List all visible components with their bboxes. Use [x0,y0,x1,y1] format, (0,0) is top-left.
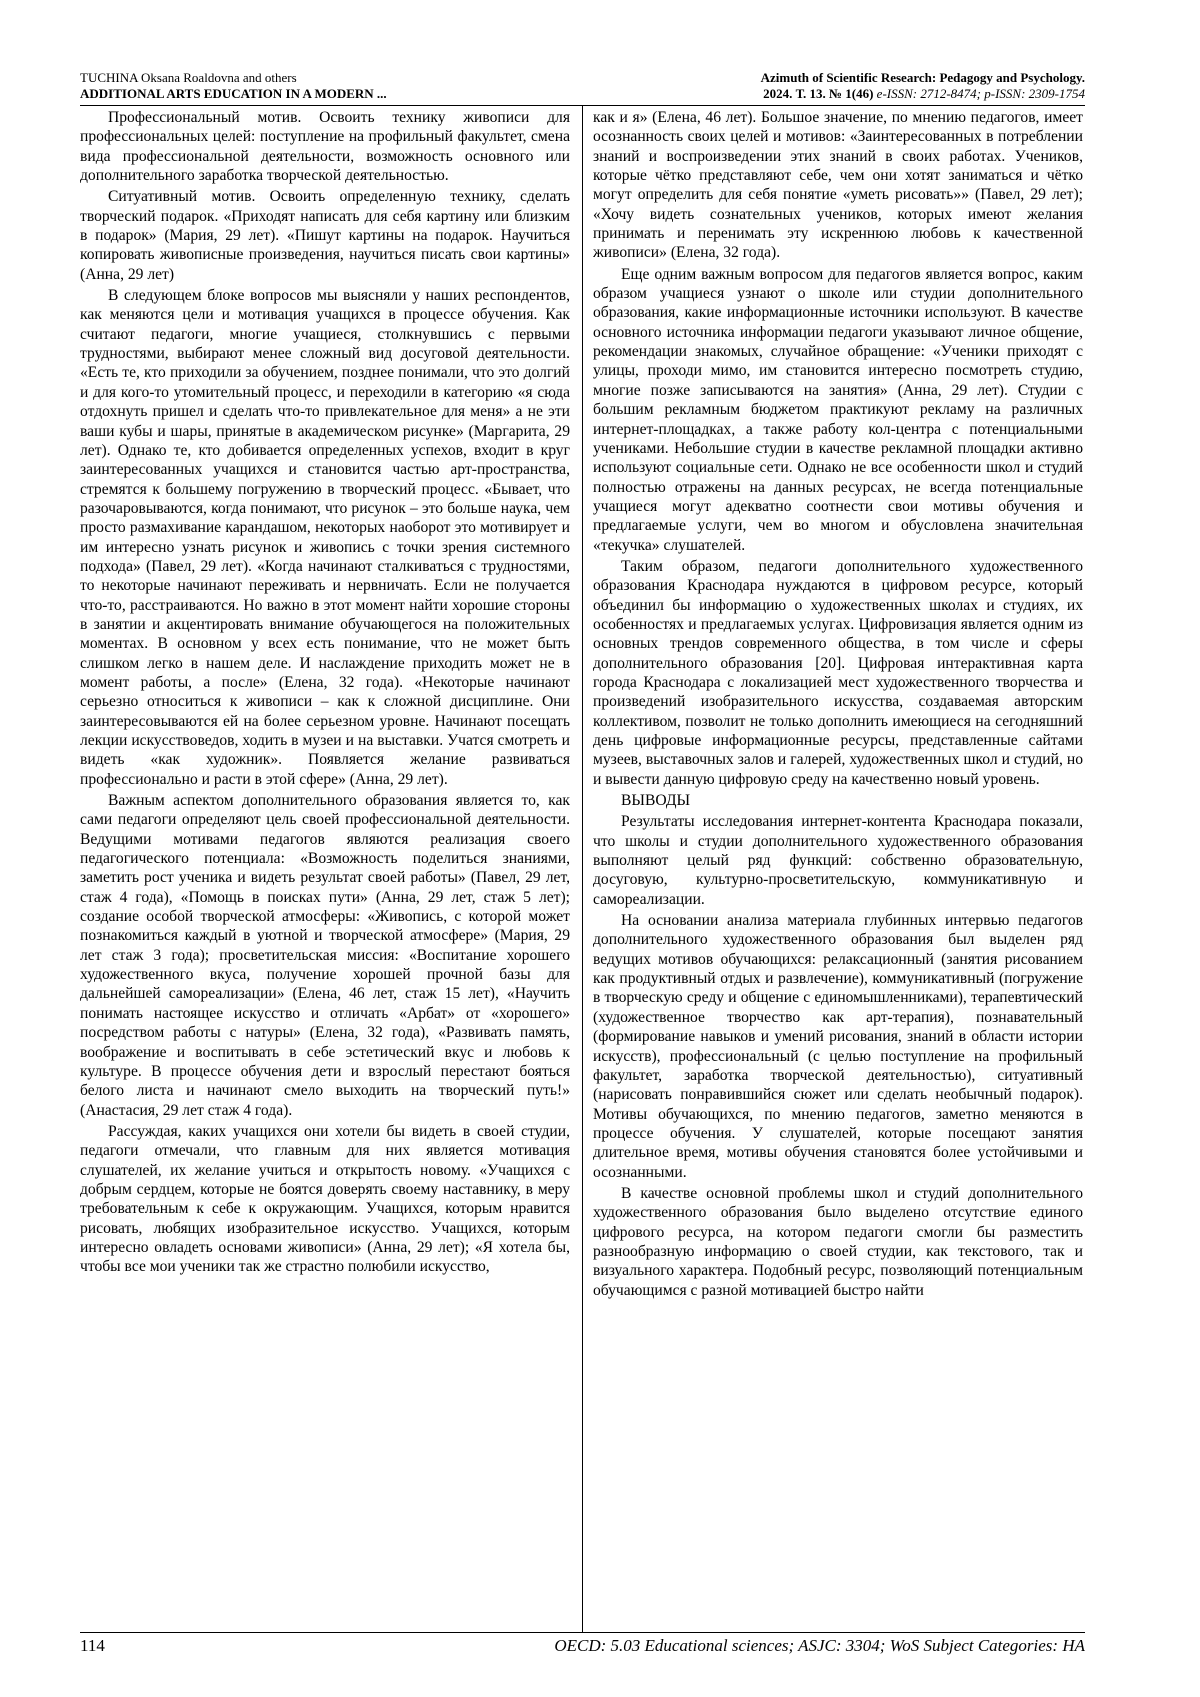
journal-name: Azimuth of Scientific Research: Pedagogy and Psychology. [760,70,1085,85]
paragraph: Профессиональный мотив. Освоить технику живописи для профессиональных целей: поступление на профильный факультет, смена вида профессиональной деятельности, возможность основного или дополнительного заработка творческой деятельностью. [80,109,570,185]
running-head-left [80,70,387,102]
right-column [593,108,1083,1630]
paragraph: Рассуждая, каких учащихся они хотели бы видеть в своей студии, педагоги отмечали, что главным для них является мотивация слушателей, их желание учиться и открытость новому. «Учащихся с добрым сердцем, которые не боятся доверять своему наставнику, в меру требовательным к себе к окружающим. Учащихся, которым нравится рисовать, любящих изобразительное искусство. Учащихся, которым интересно овладеть основами живописи» (Анна, 29 лет); «Я хотела бы, чтобы все мои ученики так же страстно полюбили искусство, [80,1122,570,1276]
paragraph: Важным аспектом дополнительного образования является то, как сами педагоги определяют цель своей профессиональной деятельности. Ведущими мотивами педагогов являются реализация своего педагогического потенциала: «Возможность поделиться знаниями, заметить рост ученика и видеть результат своей работы» (Павел, 29 лет, стаж 4 года), «Помощь в поисках пути» (Анна, 29 лет, стаж 5 лет); создание особой творческой атмосферы: «Живопись, с которой может познакомиться каждый в уютной и творческой атмосфере» (Мария, 29 лет стаж 3 года); просветительская миссия: «Воспитание хорошего художественного вкуса, получение хорошей прочной базы для дальнейшей самореализации» (Елена, 46 лет, стаж 15 лет), «Научить понимать настоящее искусство и отличать «Арбат» от «хорошего» посредством работы с натуры» (Елена, 32 года), «Развивать память, воображение и воспитывать в себе эстетический вкус и любовь к культуре. В процессе обучения дети и взрослый перестают бояться белого листа и начинают смело выходить на творческий путь!» (Анастасия, 29 лет стаж 4 года). [80,792,570,1119]
running-head-right [761,70,1085,102]
footer-rule [80,1632,1085,1633]
journal-issue-line [761,86,1085,102]
page-header [80,70,1085,106]
page-number: 114 [80,1636,105,1655]
page-footer [80,1636,1085,1660]
paragraph: В качестве основной проблемы школ и студий дополнительного художественного образования было выделено отсутствие единого цифрового ресурса, на котором педагоги смогли бы разместить разнообразную информацию о своей студии, как текстового, так и визуального характера. Подобный ресурс, позволяющий потенциальным обучающимся с разной мотивацией быстро найти [593,1184,1083,1299]
column-divider [582,106,583,1632]
paragraph: Таким образом, педагоги дополнительного художественного образования Краснодара нуждаются в цифровом ресурсе, который объединил бы информацию о художественных школах и студиях, их особенностях и предлагаемых услугах. Цифровизация является одним из основных трендов современного общества, в том числе и сферы дополнительного образования [20]. Цифровая интерактивная карта города Краснодара с локализацией мест художественного творчества и произведений изобразительного искусства, создаваемая авторским коллективом, позволит не только дополнить имеющиеся на сегодняшний день цифровые информационные ресурсы, представленные сайтами музеев, выставочных залов и галерей, художественных школ и студий, но и вывести данную цифровую среду на качественно новый уровень. [593,557,1083,788]
journal-issn: e-ISSN: 2712-8474; p-ISSN: 2309-1754 [876,86,1085,101]
subject-classification: OECD: 5.03 Educational sciences; ASJC: 3304; WoS Subject Categories: HA [554,1636,1085,1655]
left-column [80,108,570,1630]
paragraph: Еще одним важным вопросом для педагогов является вопрос, каким образом учащиеся узнают о школе или студии дополнительного образования, какие информационные источники используют. В качестве основного источника информации педагоги указывают личное общение, рекомендации знакомых, случайное обращение: «Ученики приходят с улицы, проходи мимо, им становится интересно посмотреть студию, многие позже записываются на занятия» (Анна, 29 лет). Студии с большим рекламным бюджетом практикуют рекламу на различных интернет-площадках, а также работу кол-центра с потенциальными учениками. Небольшие студии в качестве рекламной площадки активно используют социальные сети. Однако не все особенности школ и студий полностью отражены на данных ресурсах, не всегда потенциальные учащиеся могут адекватно соотнести свои мотивы обучения и предлагаемые услуги, чем во многом и обусловлена значительная «текучка» слушателей. [593,265,1083,554]
journal-issue: 2024. Т. 13. № 1(46) [763,86,874,101]
section-heading-conclusions: ВЫВОДЫ [621,792,691,810]
running-head-title: ADDITIONAL ARTS EDUCATION IN A MODERN ... [80,86,387,101]
paragraph: В следующем блоке вопросов мы выясняли у наших респондентов, как меняются цели и мотивация учащихся в процессе обучения. Как считают педагоги, многие учащиеся, столкнувшись с первыми трудностями, выбирают менее сложный вид досуговой деятельности. «Есть те, кто приходили за обучением, позднее понимали, что это долгий и для кого-то утомительный процесс, и переходили в категорию «я сюда отдохнуть пришел и сделать что-то привлекательное для меня» а не эти ваши кубы и шары, принятые в академическом рисунке» (Маргарита, 29 лет). Однако те, кто добивается определенных успехов, входит в круг заинтересованных учащихся и становится частью арт-пространства, стремятся к большему погружению в творческий процесс. «Бывает, что разочаровываются, когда понимают, что рисунок – это больше наука, чем просто размахивание карандашом, некоторых наоборот это мотивирует и им интересно узнать рисунок и живопись с точки зрения системного подхода» (Павел, 29 лет). «Когда начинают сталкиваться с трудностями, то некоторые начинают переживать и нервничать. Если не получается что-то, расстраиваются. Но важно в этот момент найти хорошие стороны в занятии и акцентировать внимание обучающегося на положительных моментах. В основном у всех есть понимание, что не может быть слишком легко в нашем деле. И наслаждение приходить может не в момент работы, а после» (Елена, 32 года). «Некоторые начинают серьезно относиться к живописи – как к сложной дисциплине. Они заинтересовываются ей на более серьезном уровне. Начинают посещать лекции искусствоведов, ходить в музеи и на выставки. Учатся смотреть и видеть «как художник». Появляется желание развиваться профессионально и расти в этой сфере» (Анна, 29 лет). [80,287,570,788]
paragraph: Результаты исследования интернет-контента Краснодара показали, что школы и студии дополнительного художественного образования выполняют целый ряд функций: собственно образовательную, досуговую, культурно-просветительскую, коммуникативную и самореализации. [593,813,1083,908]
paragraph: Ситуативный мотив. Освоить определенную технику, сделать творческий подарок. «Приходят написать для себя картину или близким в подарок» (Мария, 29 лет). «Пишут картины на подарок. Научиться копировать живописные произведения, научиться писать свои картины» (Анна, 29 лет) [80,188,570,283]
running-head-authors: TUCHINA Oksana Roaldovna and others [80,70,297,85]
paragraph: На основании анализа материала глубинных интервью педагогов дополнительного художественного образования был выделен ряд ведущих мотивов обучающихся: релаксационный (занятия рисованием как продуктивный отдых и развлечение), коммуникативный (погружение в творческую среду и общение с единомышленниками), терапевтический (художественное творчество как арт-терапия), познавательный (формирование навыков и умений рисования, знаний в области истории искусств), профессиональный (с целью поступление на профильный факультет, заработка творческой деятельностью), ситуативный (нарисовать понравившийся сюжет или сделать необычный подарок). Мотивы обучающихся, по мнению педагогов, заметно меняются в процессе обучения. У слушателей, которые посещают занятия длительное время, мотивы обучения становятся более устойчивыми и осознанными. [593,912,1083,1181]
paragraph: как и я» (Елена, 46 лет). Большое значение, по мнению педагогов, имеет осознанность своих целей и мотивов: «Заинтересованных в потреблении знаний и воспроизведении этих знаний в своих работах. Учеников, которые чётко представляют себе, чем они хотят заниматься и чётко могут определить для себя понятие «уметь рисовать»» (Павел, 29 лет); «Хочу видеть сознательных учеников, которых имеют желания принимать и перенимать эту искреннюю любовь к качественной живописи» (Елена, 32 года). [593,109,1083,262]
